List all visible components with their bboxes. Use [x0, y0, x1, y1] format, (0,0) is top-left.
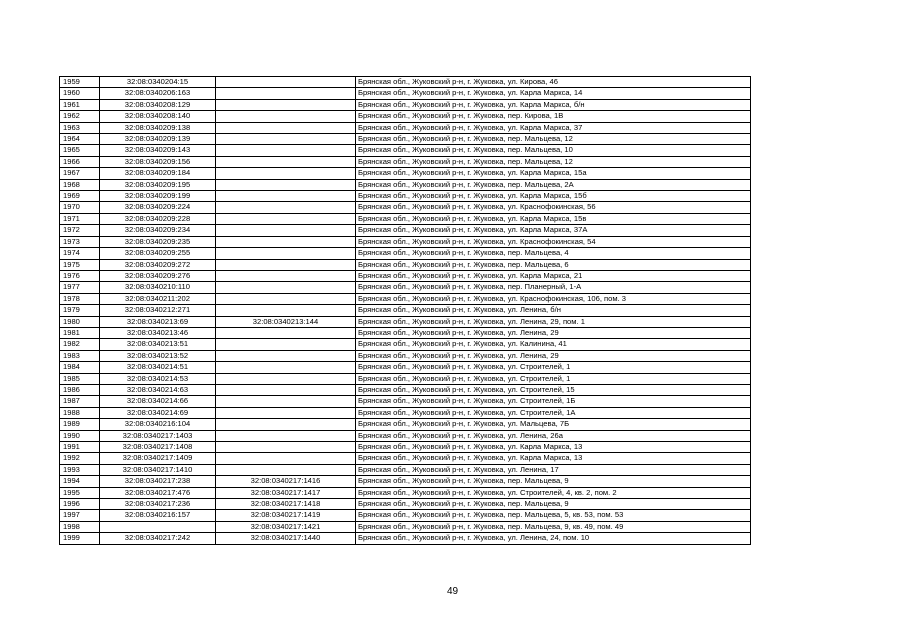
table-row [60, 282, 751, 293]
address-cell: Брянская обл., Жуковский р-н, г. Жуковка, пер. Мальцева, 5, кв. 53, пом. 53 [356, 510, 751, 521]
address-cell: Брянская обл., Жуковский р-н, г. Жуковка, пер. Мальцева, 9 [356, 476, 751, 487]
address-cell: Брянская обл., Жуковский р-н, г. Жуковка, пер. Кирова, 1В [356, 111, 751, 122]
address-cell: Брянская обл., Жуковский р-н, г. Жуковка, ул. Ленина, 29 [356, 350, 751, 361]
linked-cadastral-number-cell [216, 396, 356, 407]
cadastral-number-cell: 32:08:0340209:255 [100, 248, 216, 259]
cadastral-number-cell: 32:08:0340214:53 [100, 373, 216, 384]
cadastral-number-cell: 32:08:0340204:15 [100, 77, 216, 88]
table-row [60, 191, 751, 202]
linked-cadastral-number-cell [216, 407, 356, 418]
row-number-cell: 1976 [60, 270, 100, 281]
table-row [60, 213, 751, 224]
table-row [60, 373, 751, 384]
linked-cadastral-number-cell [216, 339, 356, 350]
row-number-cell: 1978 [60, 293, 100, 304]
linked-cadastral-number-cell [216, 270, 356, 281]
address-cell: Брянская обл., Жуковский р-н, г. Жуковка, пер. Мальцева, 9 [356, 499, 751, 510]
cadastral-number-cell: 32:08:0340217:236 [100, 499, 216, 510]
row-number-cell: 1985 [60, 373, 100, 384]
cadastral-number-cell: 32:08:0340214:69 [100, 407, 216, 418]
table-row [60, 99, 751, 110]
table-row [60, 270, 751, 281]
row-number-cell: 1983 [60, 350, 100, 361]
address-cell: Брянская обл., Жуковский р-н, г. Жуковка, ул. Карла Маркса, 14 [356, 88, 751, 99]
cadastral-number-cell: 32:08:0340216:157 [100, 510, 216, 521]
table-row [60, 430, 751, 441]
address-cell: Брянская обл., Жуковский р-н, г. Жуковка, ул. Строителей, 1 [356, 362, 751, 373]
address-cell: Брянская обл., Жуковский р-н, г. Жуковка, ул. Краснофокинская, 106, пом. 3 [356, 293, 751, 304]
table-row [60, 327, 751, 338]
cadastral-number-cell: 32:08:0340211:202 [100, 293, 216, 304]
linked-cadastral-number-cell [216, 179, 356, 190]
linked-cadastral-number-cell [216, 305, 356, 316]
linked-cadastral-number-cell: 32:08:0340217:1416 [216, 476, 356, 487]
row-number-cell: 1993 [60, 464, 100, 475]
linked-cadastral-number-cell [216, 236, 356, 247]
cadastral-number-cell: 32:08:0340217:238 [100, 476, 216, 487]
row-number-cell: 1998 [60, 521, 100, 532]
linked-cadastral-number-cell [216, 350, 356, 361]
table-row [60, 476, 751, 487]
linked-cadastral-number-cell: 32:08:0340217:1421 [216, 521, 356, 532]
address-cell: Брянская обл., Жуковский р-н, г. Жуковка, пер. Мальцева, 9, кв. 49, пом. 49 [356, 521, 751, 532]
address-cell: Брянская обл., Жуковский р-н, г. Жуковка, ул. Калинина, 41 [356, 339, 751, 350]
page-number: 49 [446, 586, 459, 597]
address-cell: Брянская обл., Жуковский р-н, г. Жуковка, ул. Ленина, б/н [356, 305, 751, 316]
row-number-cell: 1960 [60, 88, 100, 99]
linked-cadastral-number-cell [216, 111, 356, 122]
linked-cadastral-number-cell [216, 77, 356, 88]
linked-cadastral-number-cell [216, 442, 356, 453]
cadastral-number-cell: 32:08:0340213:52 [100, 350, 216, 361]
linked-cadastral-number-cell [216, 145, 356, 156]
linked-cadastral-number-cell [216, 99, 356, 110]
row-number-cell: 1969 [60, 191, 100, 202]
address-cell: Брянская обл., Жуковский р-н, г. Жуковка, ул. Карла Маркса, б/н [356, 99, 751, 110]
table-row [60, 407, 751, 418]
cadastral-number-cell: 32:08:0340209:138 [100, 122, 216, 133]
cadastral-number-cell: 32:08:0340213:46 [100, 327, 216, 338]
address-cell: Брянская обл., Жуковский р-н, г. Жуковка, ул. Карла Маркса, 13 [356, 442, 751, 453]
address-cell: Брянская обл., Жуковский р-н, г. Жуковка, пер. Мальцева, 12 [356, 156, 751, 167]
table-row [60, 305, 751, 316]
table-row [60, 179, 751, 190]
table-row [60, 499, 751, 510]
table-row [60, 293, 751, 304]
linked-cadastral-number-cell [216, 202, 356, 213]
row-number-cell: 1986 [60, 384, 100, 395]
row-number-cell: 1988 [60, 407, 100, 418]
table-row [60, 384, 751, 395]
cadastral-number-cell: 32:08:0340209:224 [100, 202, 216, 213]
linked-cadastral-number-cell [216, 282, 356, 293]
row-number-cell: 1996 [60, 499, 100, 510]
table-row [60, 396, 751, 407]
cadastral-number-cell: 32:08:0340213:51 [100, 339, 216, 350]
table-row [60, 134, 751, 145]
linked-cadastral-number-cell [216, 293, 356, 304]
row-number-cell: 1965 [60, 145, 100, 156]
cadastral-number-cell: 32:08:0340213:69 [100, 316, 216, 327]
linked-cadastral-number-cell [216, 225, 356, 236]
row-number-cell: 1974 [60, 248, 100, 259]
linked-cadastral-number-cell [216, 168, 356, 179]
cadastral-number-cell: 32:08:0340209:143 [100, 145, 216, 156]
cadastral-number-cell: 32:08:0340209:156 [100, 156, 216, 167]
row-number-cell: 1963 [60, 122, 100, 133]
address-cell: Брянская обл., Жуковский р-н, г. Жуковка, ул. Ленина, 29, пом. 1 [356, 316, 751, 327]
cadastral-number-cell: 32:08:0340209:272 [100, 259, 216, 270]
cadastral-number-cell: 32:08:0340217:476 [100, 487, 216, 498]
linked-cadastral-number-cell [216, 464, 356, 475]
table-row [60, 236, 751, 247]
linked-cadastral-number-cell [216, 362, 356, 373]
row-number-cell: 1968 [60, 179, 100, 190]
address-cell: Брянская обл., Жуковский р-н, г. Жуковка, ул. Строителей, 1 [356, 373, 751, 384]
row-number-cell: 1999 [60, 533, 100, 544]
table-row [60, 225, 751, 236]
cadastral-number-cell: 32:08:0340214:63 [100, 384, 216, 395]
address-cell: Брянская обл., Жуковский р-н, г. Жуковка, ул. Карла Маркса, 21 [356, 270, 751, 281]
table-row [60, 453, 751, 464]
row-number-cell: 1967 [60, 168, 100, 179]
linked-cadastral-number-cell: 32:08:0340217:1419 [216, 510, 356, 521]
linked-cadastral-number-cell [216, 453, 356, 464]
address-cell: Брянская обл., Жуковский р-н, г. Жуковка, ул. Краснофокинская, 54 [356, 236, 751, 247]
cadastral-number-cell: 32:08:0340209:234 [100, 225, 216, 236]
row-number-cell: 1970 [60, 202, 100, 213]
table-row [60, 464, 751, 475]
table-row [60, 521, 751, 532]
linked-cadastral-number-cell [216, 191, 356, 202]
address-cell: Брянская обл., Жуковский р-н, г. Жуковка, ул. Ленина, 29 [356, 327, 751, 338]
row-number-cell: 1962 [60, 111, 100, 122]
cadastral-number-cell: 32:08:0340210:110 [100, 282, 216, 293]
row-number-cell: 1972 [60, 225, 100, 236]
address-cell: Брянская обл., Жуковский р-н, г. Жуковка, пер. Планерный, 1-А [356, 282, 751, 293]
table-row [60, 202, 751, 213]
address-cell: Брянская обл., Жуковский р-н, г. Жуковка, ул. Карла Маркса, 15а [356, 168, 751, 179]
linked-cadastral-number-cell [216, 259, 356, 270]
row-number-cell: 1961 [60, 99, 100, 110]
row-number-cell: 1966 [60, 156, 100, 167]
address-cell: Брянская обл., Жуковский р-н, г. Жуковка, ул. Краснофокинская, 56 [356, 202, 751, 213]
address-cell: Брянская обл., Жуковский р-н, г. Жуковка, ул. Мальцева, 7Б [356, 419, 751, 430]
table-row [60, 510, 751, 521]
row-number-cell: 1994 [60, 476, 100, 487]
linked-cadastral-number-cell [216, 384, 356, 395]
cadastral-number-cell: 32:08:0340206:163 [100, 88, 216, 99]
row-number-cell: 1989 [60, 419, 100, 430]
row-number-cell: 1964 [60, 134, 100, 145]
row-number-cell: 1979 [60, 305, 100, 316]
table-row [60, 259, 751, 270]
row-number-cell: 1997 [60, 510, 100, 521]
cadastral-number-cell [100, 521, 216, 532]
linked-cadastral-number-cell [216, 134, 356, 145]
table-row [60, 122, 751, 133]
address-cell: Брянская обл., Жуковский р-н, г. Жуковка, пер. Мальцева, 2А [356, 179, 751, 190]
cadastral-number-cell: 32:08:0340209:228 [100, 213, 216, 224]
table-row [60, 248, 751, 259]
table-row [60, 533, 751, 544]
cadastral-number-cell: 32:08:0340214:51 [100, 362, 216, 373]
address-cell: Брянская обл., Жуковский р-н, г. Жуковка, ул. Кирова, 46 [356, 77, 751, 88]
address-cell: Брянская обл., Жуковский р-н, г. Жуковка, ул. Карла Маркса, 13 [356, 453, 751, 464]
row-number-cell: 1987 [60, 396, 100, 407]
address-cell: Брянская обл., Жуковский р-н, г. Жуковка, ул. Карла Маркса, 15в [356, 213, 751, 224]
row-number-cell: 1975 [60, 259, 100, 270]
row-number-cell: 1980 [60, 316, 100, 327]
table-row [60, 362, 751, 373]
cadastral-number-cell: 32:08:0340216:104 [100, 419, 216, 430]
table-row [60, 419, 751, 430]
linked-cadastral-number-cell [216, 419, 356, 430]
linked-cadastral-number-cell [216, 213, 356, 224]
cadastral-number-cell: 32:08:0340217:1410 [100, 464, 216, 475]
row-number-cell: 1971 [60, 213, 100, 224]
cadastral-number-cell: 32:08:0340209:235 [100, 236, 216, 247]
address-cell: Брянская обл., Жуковский р-н, г. Жуковка, ул. Карла Маркса, 15б [356, 191, 751, 202]
row-number-cell: 1990 [60, 430, 100, 441]
table-row [60, 487, 751, 498]
address-cell: Брянская обл., Жуковский р-н, г. Жуковка, ул. Ленина, 24, пом. 10 [356, 533, 751, 544]
registry-table [59, 76, 751, 545]
address-cell: Брянская обл., Жуковский р-н, г. Жуковка, ул. Ленина, 26а [356, 430, 751, 441]
address-cell: Брянская обл., Жуковский р-н, г. Жуковка, ул. Строителей, 1Б [356, 396, 751, 407]
table-row [60, 442, 751, 453]
cadastral-number-cell: 32:08:0340209:199 [100, 191, 216, 202]
row-number-cell: 1992 [60, 453, 100, 464]
address-cell: Брянская обл., Жуковский р-н, г. Жуковка, ул. Строителей, 1А [356, 407, 751, 418]
cadastral-number-cell: 32:08:0340209:276 [100, 270, 216, 281]
table-row [60, 145, 751, 156]
cadastral-number-cell: 32:08:0340217:242 [100, 533, 216, 544]
cadastral-number-cell: 32:08:0340217:1409 [100, 453, 216, 464]
table-row [60, 168, 751, 179]
registry-table-body [60, 77, 751, 545]
row-number-cell: 1981 [60, 327, 100, 338]
row-number-cell: 1982 [60, 339, 100, 350]
row-number-cell: 1977 [60, 282, 100, 293]
table-row [60, 156, 751, 167]
cadastral-number-cell: 32:08:0340209:184 [100, 168, 216, 179]
row-number-cell: 1959 [60, 77, 100, 88]
table-row [60, 88, 751, 99]
linked-cadastral-number-cell [216, 122, 356, 133]
linked-cadastral-number-cell [216, 430, 356, 441]
row-number-cell: 1991 [60, 442, 100, 453]
address-cell: Брянская обл., Жуковский р-н, г. Жуковка, ул. Строителей, 4, кв. 2, пом. 2 [356, 487, 751, 498]
table-row [60, 350, 751, 361]
linked-cadastral-number-cell: 32:08:0340217:1417 [216, 487, 356, 498]
address-cell: Брянская обл., Жуковский р-н, г. Жуковка, ул. Карла Маркса, 37А [356, 225, 751, 236]
cadastral-number-cell: 32:08:0340212:271 [100, 305, 216, 316]
address-cell: Брянская обл., Жуковский р-н, г. Жуковка, ул. Строителей, 15 [356, 384, 751, 395]
linked-cadastral-number-cell: 32:08:0340217:1440 [216, 533, 356, 544]
address-cell: Брянская обл., Жуковский р-н, г. Жуковка, пер. Мальцева, 4 [356, 248, 751, 259]
linked-cadastral-number-cell [216, 88, 356, 99]
row-number-cell: 1973 [60, 236, 100, 247]
table-row [60, 111, 751, 122]
row-number-cell: 1984 [60, 362, 100, 373]
table-row [60, 339, 751, 350]
table-row [60, 77, 751, 88]
address-cell: Брянская обл., Жуковский р-н, г. Жуковка, ул. Ленина, 17 [356, 464, 751, 475]
address-cell: Брянская обл., Жуковский р-н, г. Жуковка, пер. Мальцева, 12 [356, 134, 751, 145]
address-cell: Брянская обл., Жуковский р-н, г. Жуковка, пер. Мальцева, 10 [356, 145, 751, 156]
address-cell: Брянская обл., Жуковский р-н, г. Жуковка, ул. Карла Маркса, 37 [356, 122, 751, 133]
cadastral-number-cell: 32:08:0340208:129 [100, 99, 216, 110]
cadastral-number-cell: 32:08:0340208:140 [100, 111, 216, 122]
address-cell: Брянская обл., Жуковский р-н, г. Жуковка, пер. Мальцева, 6 [356, 259, 751, 270]
linked-cadastral-number-cell [216, 156, 356, 167]
linked-cadastral-number-cell [216, 248, 356, 259]
row-number-cell: 1995 [60, 487, 100, 498]
cadastral-number-cell: 32:08:0340209:195 [100, 179, 216, 190]
cadastral-number-cell: 32:08:0340214:66 [100, 396, 216, 407]
linked-cadastral-number-cell [216, 327, 356, 338]
linked-cadastral-number-cell: 32:08:0340217:1418 [216, 499, 356, 510]
cadastral-number-cell: 32:08:0340217:1408 [100, 442, 216, 453]
linked-cadastral-number-cell: 32:08:0340213:144 [216, 316, 356, 327]
cadastral-number-cell: 32:08:0340217:1403 [100, 430, 216, 441]
table-row [60, 316, 751, 327]
cadastral-number-cell: 32:08:0340209:139 [100, 134, 216, 145]
linked-cadastral-number-cell [216, 373, 356, 384]
